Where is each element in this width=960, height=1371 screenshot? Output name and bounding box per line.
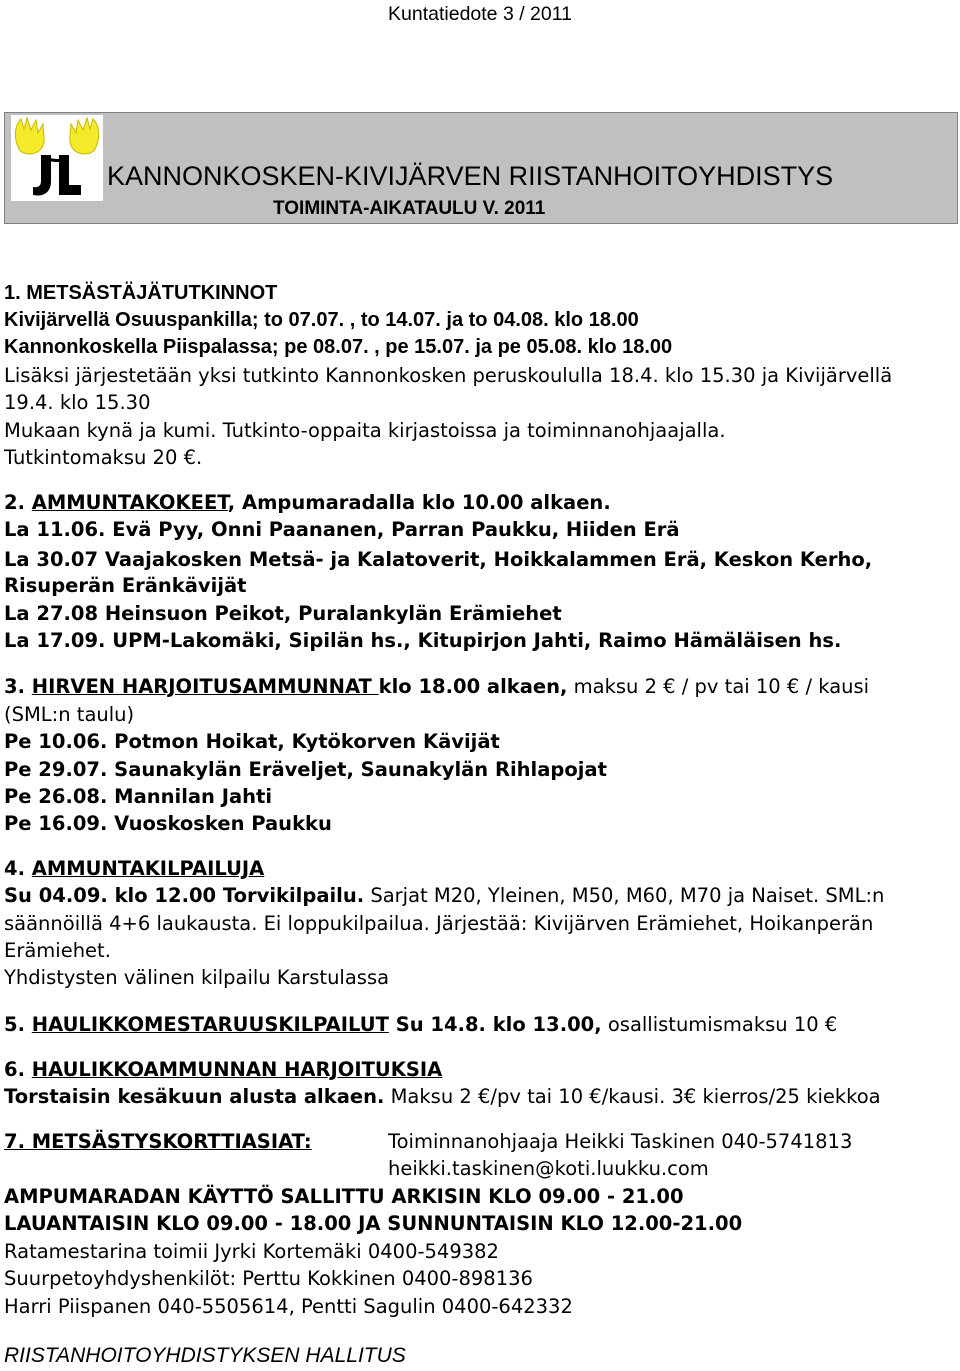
section-2-row: La 11.06. Evä Pyy, Onni Paananen, Parran Paukku, Hiiden Erä: [4, 518, 680, 541]
moose-antler-logo: [11, 115, 103, 201]
section-3-row: Pe 10.06. Potmon Hoikat, Kytökorven Kävijät: [4, 730, 500, 753]
section-3-row: Pe 26.08. Mannilan Jahti: [4, 785, 273, 808]
section-1-line-kivijarvi: Kivijärvellä Osuuspankilla; to 07.07. , to 14.07. ja to 04.08. klo 18.00: [4, 309, 639, 331]
section-2-row: Risuperän Eränkävijät: [4, 574, 247, 597]
section-2-row: La 27.08 Heinsuon Peikot, Puralankylän Erämiehet: [4, 602, 562, 625]
section-4-line: Erämiehet.: [4, 939, 111, 962]
section-4-line: säännöillä 4+6 laukausta. Ei loppukilpailua. Järjestää: Kivijärven Erämiehet, Hoikanperän: [4, 912, 874, 935]
predator-contacts-more: Harri Piispanen 040-5505614, Pentti Sagulin 0400-642332: [4, 1295, 573, 1318]
section-2-heading: 2. AMMUNTAKOKEET, Ampumaradalla klo 10.00 alkaen.: [4, 491, 611, 514]
range-master: Ratamestarina toimii Jyrki Kortemäki 0400-549382: [4, 1240, 499, 1263]
section-1-line-kannonkoski: Kannonkoskella Piispalassa; pe 08.07. , pe 15.07. ja pe 05.08. klo 18.00: [4, 336, 673, 358]
section-3-row: Pe 29.07. Saunakylän Eräveljet, Saunakylän Rihlapojat: [4, 758, 607, 781]
section-3-row: Pe 16.09. Vuoskosken Paukku: [4, 812, 332, 835]
section-1-heading: 1. METSÄSTÄJÄTUTKINNOT: [4, 282, 278, 304]
section-1-line-extra: Lisäksi järjestetään yksi tutkinto Kannonkosken peruskoululla 18.4. klo 15.30 ja Kivijärvellä: [4, 364, 893, 387]
schedule-subtitle: TOIMINTA-AIKATAULU V. 2011: [273, 198, 546, 219]
section-7-contact: Toiminnanohjaaja Heikki Taskinen 040-5741813: [388, 1130, 853, 1153]
section-3-target-note: (SML:n taulu): [4, 703, 135, 726]
section-1-line-date: 19.4. klo 15.30: [4, 391, 151, 414]
section-4-line: Su 04.09. klo 12.00 Torvikilpailu. Sarjat M20, Yleinen, M50, M60, M70 ja Naiset. SML:n: [4, 884, 885, 907]
section-2-row: La 30.07 Vaajakosken Metsä- ja Kalatoverit, Hoikkalammen Erä, Keskon Kerho,: [4, 548, 873, 571]
section-2-row: La 17.09. UPM-Lakomäki, Sipilän hs., Kitupirjon Jahti, Raimo Hämäläisen hs.: [4, 629, 842, 652]
section-7-email: heikki.taskinen@koti.luukku.com: [388, 1157, 709, 1180]
section-1-line-bring: Mukaan kynä ja kumi. Tutkinto-oppaita kirjastoissa ja toiminnanohjaajalla.: [4, 419, 726, 442]
range-hours-weekend: LAUANTAISIN KLO 09.00 - 18.00 JA SUNNUNTAISIN KLO 12.00-21.00: [4, 1212, 743, 1235]
page-header: Kuntatiedote 3 / 2011: [388, 3, 572, 25]
section-4-heading: 4. AMMUNTAKILPAILUJA: [4, 857, 265, 880]
title-banner: [4, 112, 958, 224]
section-7-heading: 7. METSÄSTYSKORTTIASIAT:: [4, 1130, 312, 1153]
section-4-line: Yhdistysten välinen kilpailu Karstulassa: [4, 966, 390, 989]
section-1-line-fee: Tutkintomaksu 20 €.: [4, 446, 203, 469]
section-5-heading: 5. HAULIKKOMESTARUUSKILPAILUT Su 14.8. klo 13.00, osallistumismaksu 10 €: [4, 1013, 838, 1036]
predator-contacts: Suurpetoyhdyshenkilöt: Perttu Kokkinen 0400-898136: [4, 1267, 533, 1290]
section-3-heading: 3. HIRVEN HARJOITUSAMMUNNAT klo 18.00 alkaen, maksu 2 € / pv tai 10 € / kausi: [4, 675, 870, 698]
range-hours-weekday: AMPUMARADAN KÄYTTÖ SALLITTU ARKISIN KLO 09.00 - 21.00: [4, 1185, 684, 1208]
section-6-heading: 6. HAULIKKOAMMUNNAN HARJOITUKSIA: [4, 1058, 443, 1081]
association-title: KANNONKOSKEN-KIVIJÄRVEN RIISTANHOITOYHDISTYS: [107, 161, 834, 191]
board-signature: RIISTANHOITOYHDISTYKSEN HALLITUS: [4, 1344, 406, 1367]
section-6-line: Torstaisin kesäkuun alusta alkaen. Maksu 2 €/pv tai 10 €/kausi. 3€ kierros/25 kiekkoa: [4, 1085, 881, 1108]
